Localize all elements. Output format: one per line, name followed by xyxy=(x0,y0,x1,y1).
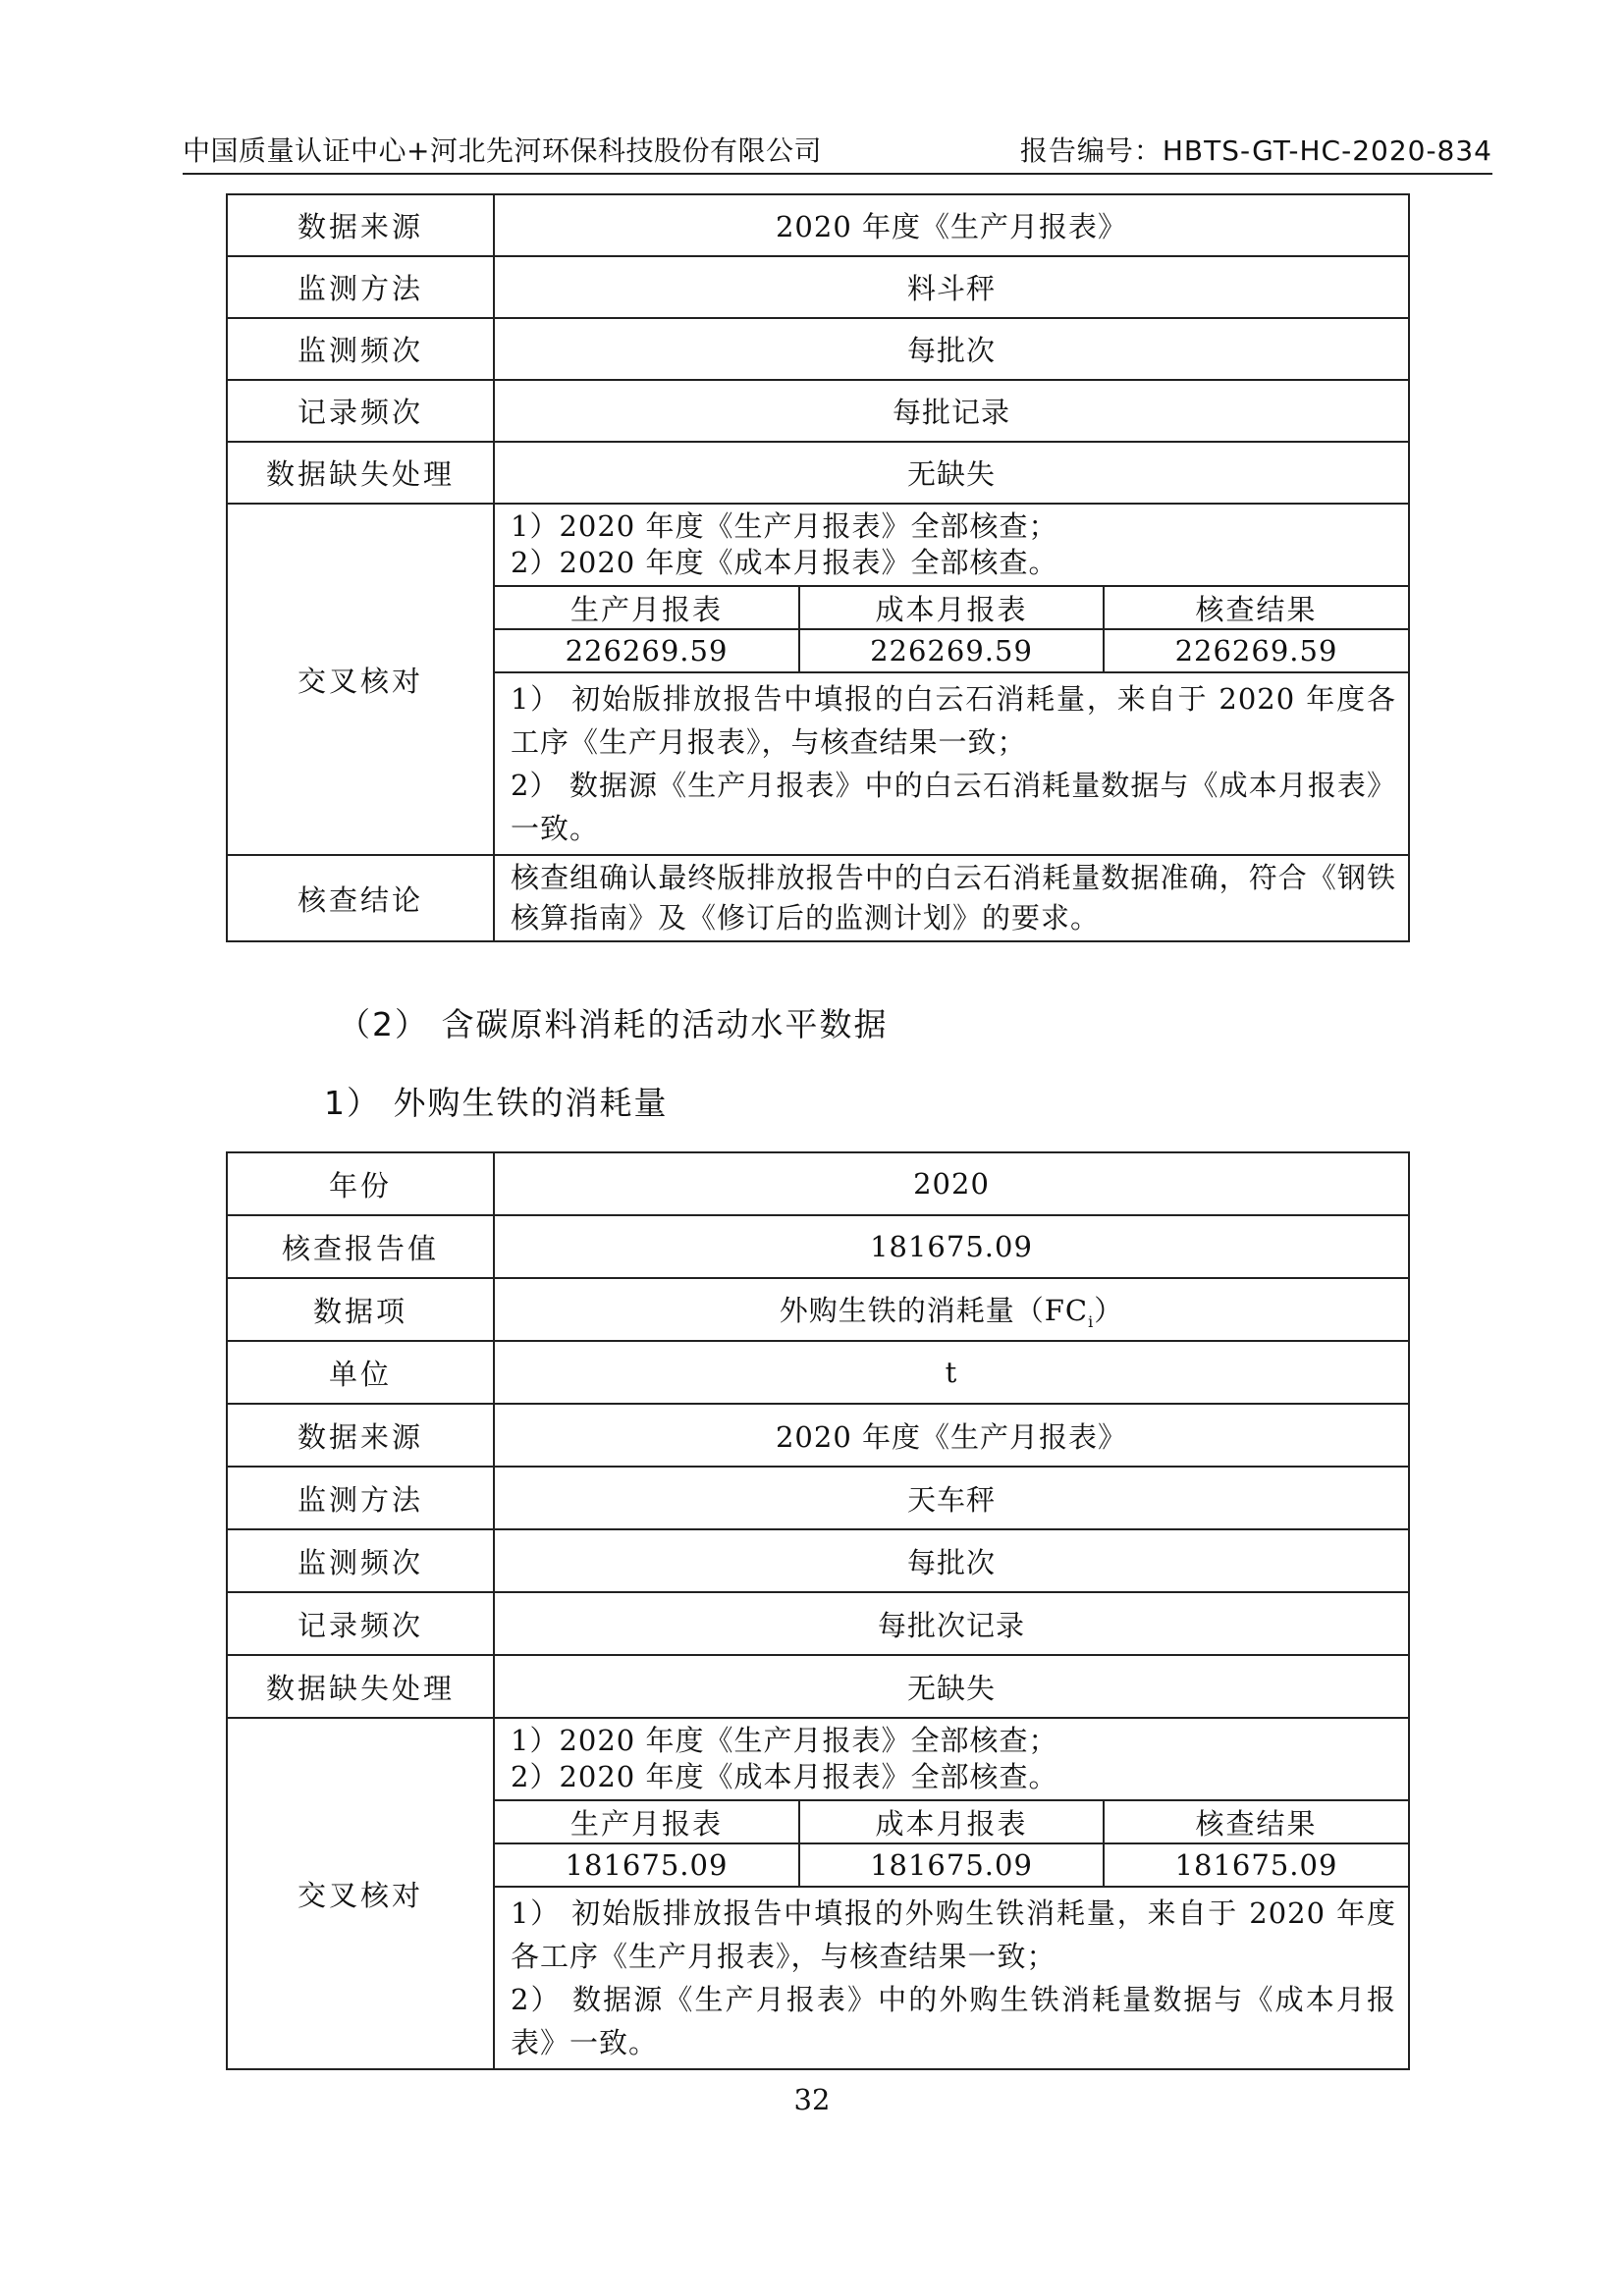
column-header: 核查结果 xyxy=(1104,586,1408,629)
table-row xyxy=(227,1467,1409,1529)
column-header: 生产月报表 xyxy=(495,586,799,629)
table-row xyxy=(227,318,1409,380)
page-header xyxy=(183,126,1492,175)
row-label: 记录频次 xyxy=(227,1592,494,1655)
column-header: 生产月报表 xyxy=(495,1800,799,1843)
comparison-table xyxy=(495,1799,1408,1886)
row-label: 年份 xyxy=(227,1152,494,1215)
row-label: 数据项 xyxy=(227,1278,494,1341)
row-label: 记录频次 xyxy=(227,380,494,442)
dolomite-record-table xyxy=(226,193,1410,942)
row-label: 交叉核对 xyxy=(227,1718,494,2069)
header-organization: 中国质量认证中心+河北先河环保科技股份有限公司 xyxy=(183,134,822,167)
row-label: 交叉核对 xyxy=(227,504,494,855)
comparison-value: 226269.59 xyxy=(495,629,799,671)
cross-check-notes xyxy=(495,1886,1408,2068)
row-label: 监测方法 xyxy=(227,256,494,318)
table-row xyxy=(227,1152,1409,1215)
table-row xyxy=(227,380,1409,442)
data-item-name: 外购生铁的消耗量（FC xyxy=(779,1293,1089,1327)
row-value: 每批记录 xyxy=(494,380,1409,442)
cross-check-cell xyxy=(494,1718,1409,2069)
check-scope xyxy=(495,1719,1408,1795)
comparison-value: 226269.59 xyxy=(799,629,1104,671)
comparison-value-row xyxy=(495,629,1408,671)
row-label: 监测方法 xyxy=(227,1467,494,1529)
row-label: 单位 xyxy=(227,1341,494,1404)
row-label: 核查结论 xyxy=(227,855,494,941)
check-scope-line: 2）2020 年度《成本月报表》全部核查。 xyxy=(511,546,1058,579)
conclusion-row xyxy=(227,855,1409,941)
conclusion-text: 核查组确认最终版排放报告中的白云石消耗量数据准确，符合《钢铁核算指南》及《修订后的监测计划》的要求。 xyxy=(494,855,1409,941)
section-title: （2） 含碳原料消耗的活动水平数据 xyxy=(338,1005,889,1043)
row-label: 监测频次 xyxy=(227,318,494,380)
table-row xyxy=(227,194,1409,256)
comparison-value-row xyxy=(495,1843,1408,1886)
row-value: 每批次 xyxy=(494,318,1409,380)
row-value: 2020 年度《生产月报表》 xyxy=(494,1404,1409,1467)
table-row xyxy=(227,1215,1409,1278)
data-item-close: ） xyxy=(1094,1293,1124,1327)
table-row xyxy=(227,442,1409,504)
row-label: 数据缺失处理 xyxy=(227,1655,494,1718)
check-scope-line: 2）2020 年度《成本月报表》全部核查。 xyxy=(511,1760,1058,1793)
table-row xyxy=(227,1404,1409,1467)
row-value: 2020 年度《生产月报表》 xyxy=(494,194,1409,256)
row-label: 数据来源 xyxy=(227,1404,494,1467)
table-row xyxy=(227,1592,1409,1655)
table-row xyxy=(227,1529,1409,1592)
row-value: 每批次记录 xyxy=(494,1592,1409,1655)
row-value: 181675.09 xyxy=(494,1215,1409,1278)
table-row xyxy=(227,256,1409,318)
column-header: 成本月报表 xyxy=(799,586,1104,629)
comparison-value: 181675.09 xyxy=(1104,1843,1408,1886)
subsection-title: 1） 外购生铁的消耗量 xyxy=(324,1084,669,1122)
check-scope-line: 1）2020 年度《生产月报表》全部核查； xyxy=(511,1724,1058,1757)
row-label: 数据来源 xyxy=(227,194,494,256)
pig-iron-record-table xyxy=(226,1151,1410,2070)
row-value: 料斗秤 xyxy=(494,256,1409,318)
table-row xyxy=(227,1278,1409,1341)
comparison-header-row xyxy=(495,586,1408,629)
note-line: 2） 数据源《生产月报表》中的外购生铁消耗量数据与《成本月报表》一致。 xyxy=(511,1983,1396,2059)
comparison-value: 181675.09 xyxy=(799,1843,1104,1886)
check-scope xyxy=(495,505,1408,581)
row-label: 数据缺失处理 xyxy=(227,442,494,504)
header-report-number: 报告编号：HBTS-GT-HC-2020-834 xyxy=(1019,134,1492,167)
row-label: 核查报告值 xyxy=(227,1215,494,1278)
note-line: 1） 初始版排放报告中填报的外购生铁消耗量，来自于 2020 年度各工序《生产月报表》，与核查结果一致； xyxy=(511,1896,1396,1973)
comparison-header-row xyxy=(495,1800,1408,1843)
table-row xyxy=(227,1341,1409,1404)
cross-check-cell xyxy=(494,504,1409,855)
comparison-table xyxy=(495,585,1408,671)
row-value: 2020 xyxy=(494,1152,1409,1215)
cross-check-row xyxy=(227,1718,1409,2069)
row-value: 无缺失 xyxy=(494,1655,1409,1718)
page-number: 32 xyxy=(793,2083,831,2116)
row-value: 天车秤 xyxy=(494,1467,1409,1529)
comparison-value: 226269.59 xyxy=(1104,629,1408,671)
cross-check-notes xyxy=(495,671,1408,854)
column-header: 核查结果 xyxy=(1104,1800,1408,1843)
table-row xyxy=(227,1655,1409,1718)
check-scope-line: 1）2020 年度《生产月报表》全部核查； xyxy=(511,509,1058,543)
cross-check-row xyxy=(227,504,1409,855)
note-line: 1） 初始版排放报告中填报的白云石消耗量，来自于 2020 年度各工序《生产月报表》，与核查结果一致； xyxy=(511,682,1396,759)
note-line: 2） 数据源《生产月报表》中的白云石消耗量数据与《成本月报表》一致。 xyxy=(511,769,1396,845)
row-value: 无缺失 xyxy=(494,442,1409,504)
row-label: 监测频次 xyxy=(227,1529,494,1592)
row-value xyxy=(494,1278,1409,1341)
row-value: t xyxy=(494,1341,1409,1404)
comparison-value: 181675.09 xyxy=(495,1843,799,1886)
column-header: 成本月报表 xyxy=(799,1800,1104,1843)
row-value: 每批次 xyxy=(494,1529,1409,1592)
data-item-subscript: i xyxy=(1088,1311,1095,1331)
